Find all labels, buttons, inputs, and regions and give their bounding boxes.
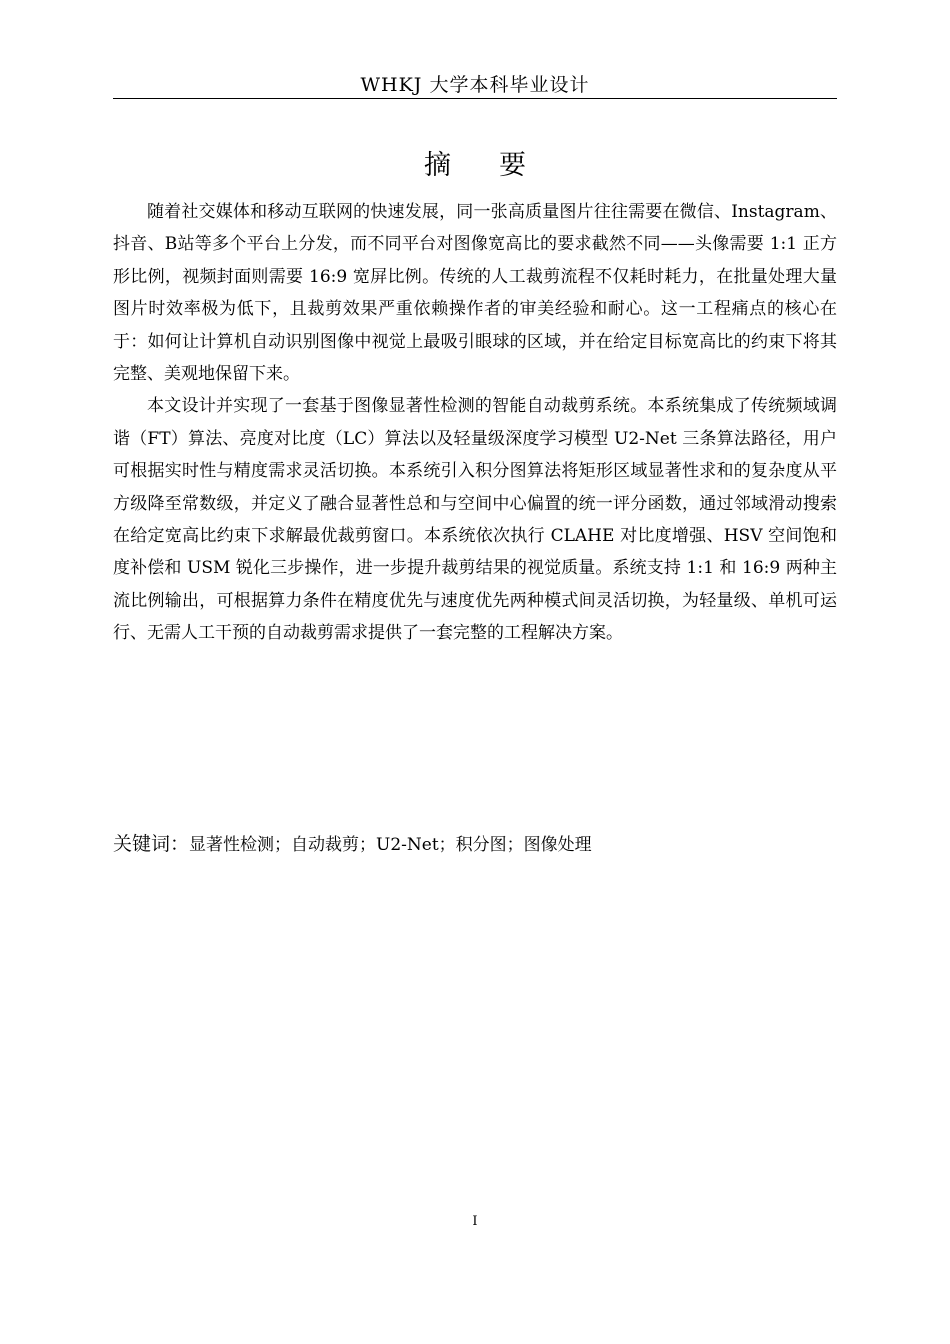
page-number: I <box>472 1214 478 1229</box>
abstract-paragraph-2: 本文设计并实现了一套基于图像显著性检测的智能自动裁剪系统。本系统集成了传统频域调谐（FT）算法、亮度对比度（LC）算法以及轻量级深度学习模型 U2-Net 三条算法路径，用户可根据实时性与精度需求灵活切换。本系统引入积分图算法将矩形区域显著性求和的复杂度从平方级降至常数级，并定义了融合显著性总和与空间中心偏置的统一评分函数，通过邻域滑动搜索在给定宽高比约束下求解最优裁剪窗口。本系统依次执行 CLAHE 对比度增强、HSV 空间饱和度补偿和 USM 锐化三步操作，进一步提升裁剪结果的视觉质量。系统支持 1:1 和 16:9 两种主流比例输出，可根据算力条件在精度优先与速度优先两种模式间灵活切换，为轻量级、单机可运行、无需人工干预的自动裁剪需求提供了一套完整的工程解决方案。 <box>113 396 837 644</box>
keywords-items: 显著性检测；自动裁剪；U2-Net；积分图；图像处理 <box>189 835 592 855</box>
page-header: WHKJ 大学本科毕业设计 <box>360 74 590 96</box>
abstract-title: 摘要 <box>424 150 574 181</box>
keywords-label: 关键词： <box>113 833 190 855</box>
keywords-line <box>113 828 837 861</box>
header-rule <box>113 98 837 99</box>
abstract-paragraph-1: 随着社交媒体和移动互联网的快速发展，同一张高质量图片往往需要在微信、Instagram、抖音、B站等多个平台上分发，而不同平台对图像宽高比的要求截然不同——头像需要 1:1 正方形比例，视频封面则需要 16:9 宽屏比例。传统的人工裁剪流程不仅耗时耗力，在批量处理大量图片时效率极为低下，且裁剪效果严重依赖操作者的审美经验和耐心。这一工程痛点的核心在于：如何让计算机自动识别图像中视觉上最吸引眼球的区域，并在给定目标宽高比的约束下将其完整、美观地保留下来。 <box>113 202 837 385</box>
abstract-body <box>113 196 837 650</box>
